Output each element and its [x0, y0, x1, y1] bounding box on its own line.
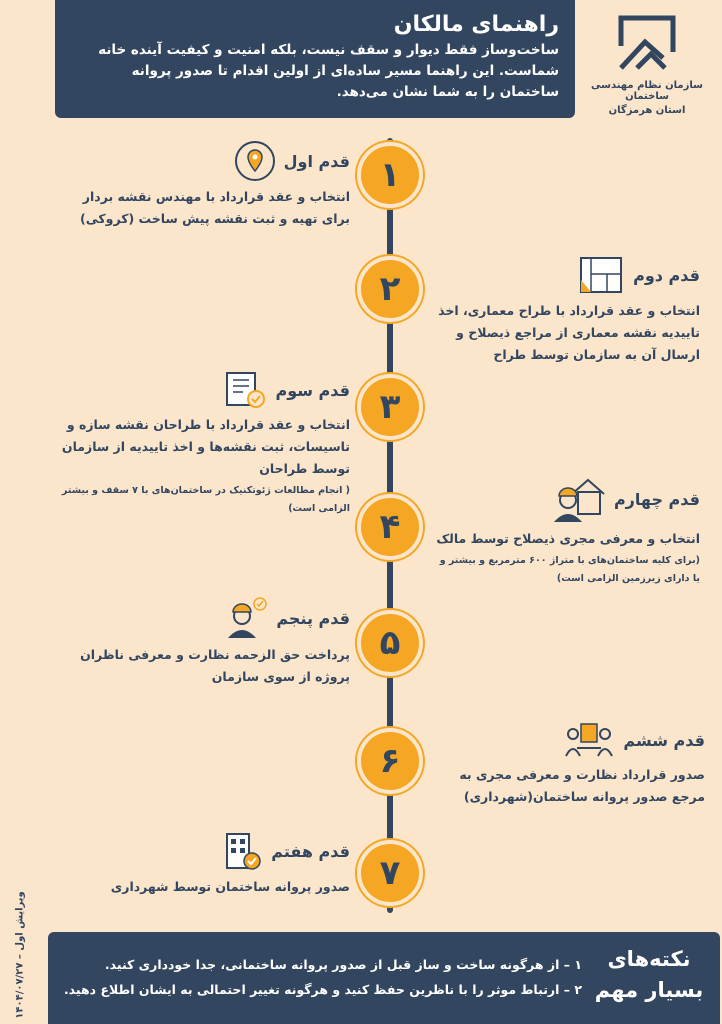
step-6-title: قدم ششم	[623, 730, 705, 750]
step-6	[430, 720, 705, 808]
builder-house-icon	[550, 474, 606, 524]
important-notes-banner	[48, 932, 720, 1024]
step-number-1: ۱	[357, 142, 423, 208]
step-1-title: قدم اول	[283, 151, 350, 171]
version-label: ویرایش اول – ۱۴۰۴/۰۷/۲۷	[14, 891, 26, 1019]
note-item-1: ۱ – از هرگونه ساخت و ساز قبل از صدور پروانه ساختمانی، جدا خودداری کنید.	[104, 957, 582, 972]
logo-org-name: سازمان نظام مهندسی ساختمان	[591, 80, 703, 102]
step-number-6: ۶	[357, 728, 423, 794]
blueprint-icon	[577, 254, 625, 296]
organization-logo	[584, 12, 710, 116]
step-7-header	[60, 830, 350, 872]
step-4-text: انتخاب و معرفی مجری ذیصلاح توسط مالک	[436, 531, 700, 546]
step-7-title: قدم هفتم	[271, 841, 350, 861]
step-4-title: قدم چهارم	[613, 489, 700, 509]
step-7-text: صدور پروانه ساختمان توسط شهرداری	[110, 879, 350, 894]
step-1-header	[60, 140, 350, 182]
notes-title-line1: نکته‌های	[607, 947, 691, 971]
step-4-header	[430, 474, 700, 524]
step-number-5: ۵	[357, 610, 423, 676]
location-pin-icon	[234, 140, 276, 182]
step-2	[430, 254, 700, 366]
logo-icon	[615, 12, 679, 76]
step-6-header	[430, 720, 705, 760]
note-item-2: ۲ – ارتباط موثر را با ناظرین حفظ کنید و هرگونه تغییر احتمالی به ایشان اطلاع دهید.	[63, 982, 582, 997]
step-5-title: قدم پنجم	[276, 608, 350, 628]
header-banner	[55, 0, 575, 118]
step-2-title: قدم دوم	[633, 265, 700, 285]
page-title: راهنمای مالکان	[393, 12, 559, 37]
step-7	[60, 830, 350, 898]
version-label-container	[0, 885, 40, 1024]
notes-list	[62, 952, 582, 1002]
step-4	[430, 474, 700, 588]
supervisor-icon	[222, 596, 268, 640]
step-6-text: صدور قرارداد نظارت و معرفی مجری به مرجع صدور پروانه ساختمان(شهرداری)	[459, 767, 705, 804]
step-3-header	[30, 370, 350, 410]
step-5	[60, 596, 350, 688]
step-number-2: ۲	[357, 256, 423, 322]
step-number-4: ۴	[357, 494, 423, 560]
intro-text: ساخت‌وساز فقط دیوار و سقف نیست، بلکه امنیت و کیفیت آینده خانه شماست. این راهنما مسیر ساده‌ای از اولین اقدام تا صدور پروانه ساختمان را به شما نشان می‌دهد.	[98, 42, 559, 100]
logo-province: استان هرمزگان	[608, 105, 686, 116]
step-3-note: ( انجام مطالعات ژئوتکنیک در ساختمان‌های با ۷ سقف و بیشتر الزامی است)	[61, 485, 350, 514]
meeting-icon	[563, 720, 615, 760]
step-number-7: ۷	[357, 840, 423, 906]
approved-plan-icon	[223, 370, 267, 410]
building-check-icon	[221, 830, 263, 872]
notes-title	[594, 944, 704, 1006]
step-2-header	[430, 254, 700, 296]
notes-title-line2: بسیار مهم	[594, 978, 704, 1002]
step-1	[60, 140, 350, 230]
step-2-text: انتخاب و عقد قرارداد با طراح معماری، اخذ تاییدیه نقشه معماری از مراجع ذیصلاح و ارسال آن به سازمان توسط طراح	[438, 303, 700, 362]
step-5-header	[60, 596, 350, 640]
step-5-text: پرداخت حق الزحمه نظارت و معرفی ناظران پروژه از سوی سازمان	[80, 647, 350, 684]
step-3-title: قدم سوم	[275, 380, 350, 400]
step-number-3: ۳	[357, 374, 423, 440]
step-1-text: انتخاب و عقد قرارداد با مهندس نقشه بردار برای تهیه و ثبت نقشه پیش ساخت (کروکی)	[80, 189, 350, 226]
step-3-text: انتخاب و عقد قرارداد با طراحان نقشه سازه و تاسیسات، ثبت نقشه‌ها و اخذ تاییدیه از سازمان توسط طراحان	[61, 417, 350, 476]
step-4-note: (برای کلیه ساختمان‌های با متراژ ۶۰۰ مترمربع و بیشتر و یا دارای زیرزمین الزامی است)	[439, 555, 700, 584]
step-3	[30, 370, 350, 518]
